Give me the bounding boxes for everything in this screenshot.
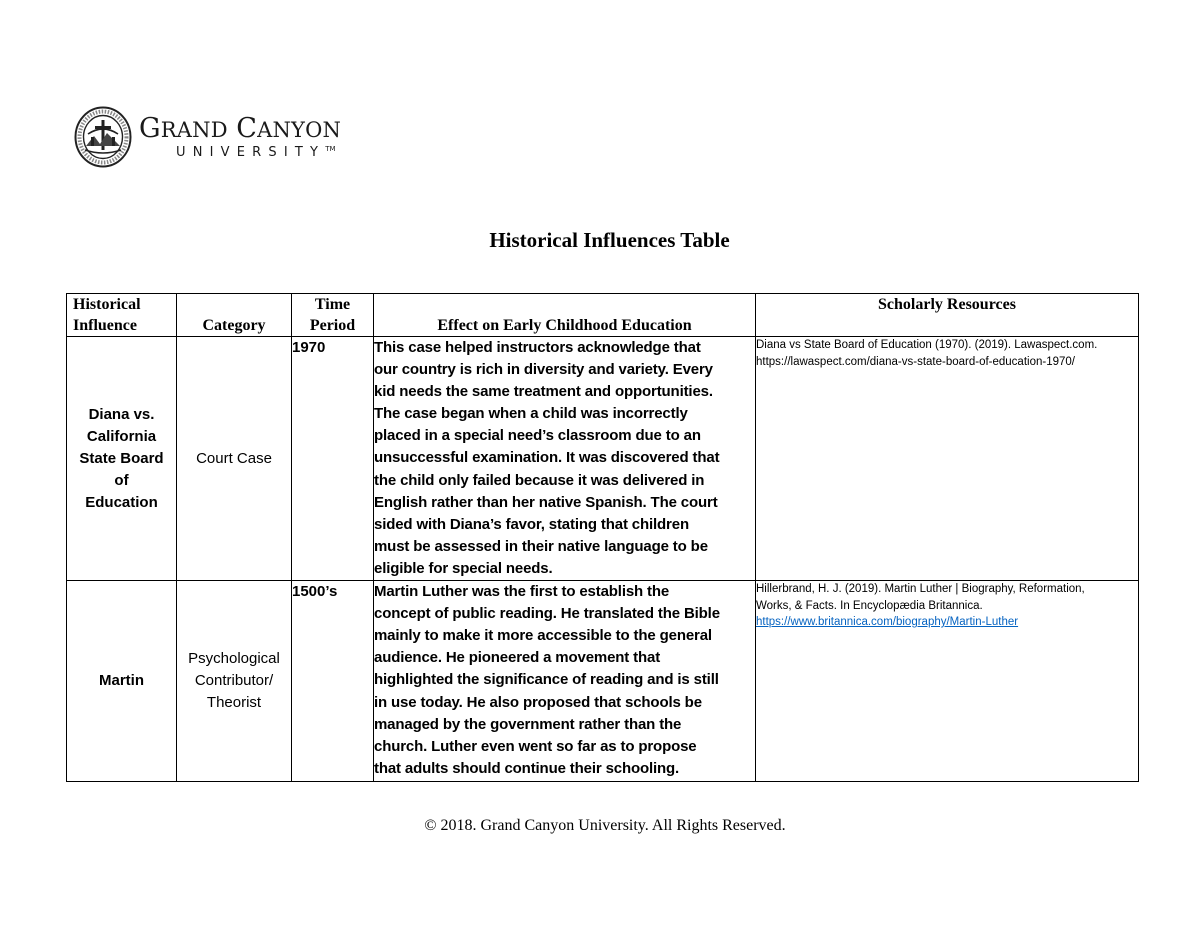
table-row	[67, 581, 1139, 782]
cell-effect-line: unsuccessful examination. It was discovered that	[374, 449, 720, 467]
cell-historical-influence-line: of	[114, 471, 129, 489]
cell-historical-influence-line: Martin	[99, 672, 144, 690]
cell-time-period: 1500’s	[292, 581, 374, 782]
cell-category	[177, 337, 292, 581]
cell-effect-line: church. Luther even went so far as to propose	[374, 737, 697, 755]
table-body	[67, 337, 1139, 782]
table-header-row	[67, 294, 1139, 337]
university-seal-icon	[74, 106, 132, 168]
table-row	[67, 337, 1139, 581]
university-logo	[74, 106, 341, 168]
cell-effect	[374, 581, 756, 782]
cell-category-line: Theorist	[206, 694, 262, 712]
cell-effect-line: This case helped instructors acknowledge that	[374, 339, 701, 356]
cell-effect-line: our country is rich in diversity and variety. Every	[374, 361, 713, 379]
cell-scholarly-resource-line: https://lawaspect.com/diana-vs-state-board-of-education-1970/	[756, 355, 1075, 368]
cell-scholarly-resource-line: Diana vs State Board of Education (1970). (2019). Lawaspect.com.	[756, 339, 1098, 351]
cell-category	[177, 581, 292, 782]
cell-time-period: 1970	[292, 337, 374, 581]
cell-category-line: Psychological	[188, 650, 280, 668]
cell-historical-influence	[67, 337, 177, 581]
document-title: Historical Influences Table	[489, 228, 730, 252]
cell-effect-line: sided with Diana’s favor, stating that children	[374, 515, 689, 533]
cell-historical-influence-line: Education	[85, 493, 158, 511]
cell-effect-line: eligible for special needs.	[374, 559, 553, 577]
cell-effect-line: Martin Luther was the first to establish the	[374, 583, 670, 601]
cell-effect-line: that adults should continue their schooling.	[374, 759, 680, 777]
cell-effect-line: mainly to make it more accessible to the general	[374, 627, 712, 645]
cell-effect-line: concept of public reading. He translated the Bible	[374, 605, 720, 623]
logo-wordmark	[139, 112, 342, 160]
cell-effect-line: the child only failed because it was delivered in	[374, 471, 705, 489]
cell-scholarly-resource-line: Works, & Facts. In Encyclopædia Britannica.	[756, 599, 983, 612]
cell-effect-line: placed in a special need’s classroom due to an	[374, 427, 701, 445]
cell-historical-influence-line: Diana vs.	[88, 405, 155, 423]
cell-effect-line: highlighted the significance of reading and is still	[374, 671, 719, 689]
cell-historical-influence	[67, 581, 177, 782]
cell-category-line: Contributor/	[194, 672, 274, 690]
header-historical-influence: Historical Influence	[67, 294, 177, 337]
cell-scholarly-resource-line: Hillerbrand, H. J. (2019). Martin Luther | Biography, Reformation,	[756, 583, 1085, 596]
cell-effect-line: in use today. He also proposed that schools be	[374, 693, 702, 711]
header-effect: Effect on Early Childhood Education	[374, 294, 756, 337]
header-time-period: Time Period	[292, 294, 374, 337]
header-category: Category	[177, 294, 292, 337]
cell-effect	[374, 337, 756, 581]
cell-category-line: Court Case	[196, 449, 272, 467]
cell-scholarly-resource	[756, 581, 1139, 782]
logo-university-name: GRAND CANYON	[139, 112, 342, 144]
logo-university-sub: UNIVERSITY™	[176, 144, 336, 160]
cell-effect-line: must be assessed in their native language to be	[374, 537, 708, 555]
cell-effect-line: audience. He pioneered a movement that	[374, 649, 661, 667]
cell-historical-influence-line: State Board	[79, 449, 164, 467]
cell-effect-line: kid needs the same treatment and opportunities.	[374, 383, 713, 401]
resource-link[interactable]: https://www.britannica.com/biography/Martin-Luther	[756, 616, 1019, 629]
header-scholarly-resources: Scholarly Resources	[756, 294, 1139, 337]
cell-historical-influence-line: California	[86, 427, 157, 445]
cell-effect-line: managed by the government rather than the	[374, 715, 682, 733]
cell-scholarly-resource	[756, 337, 1139, 581]
cell-effect-line: English rather than her native Spanish. The court	[374, 493, 718, 511]
cell-effect-line: The case began when a child was incorrectly	[374, 405, 688, 423]
copyright-footer: © 2018. Grand Canyon University. All Rights Reserved.	[424, 817, 786, 834]
historical-influences-table	[66, 293, 1139, 782]
